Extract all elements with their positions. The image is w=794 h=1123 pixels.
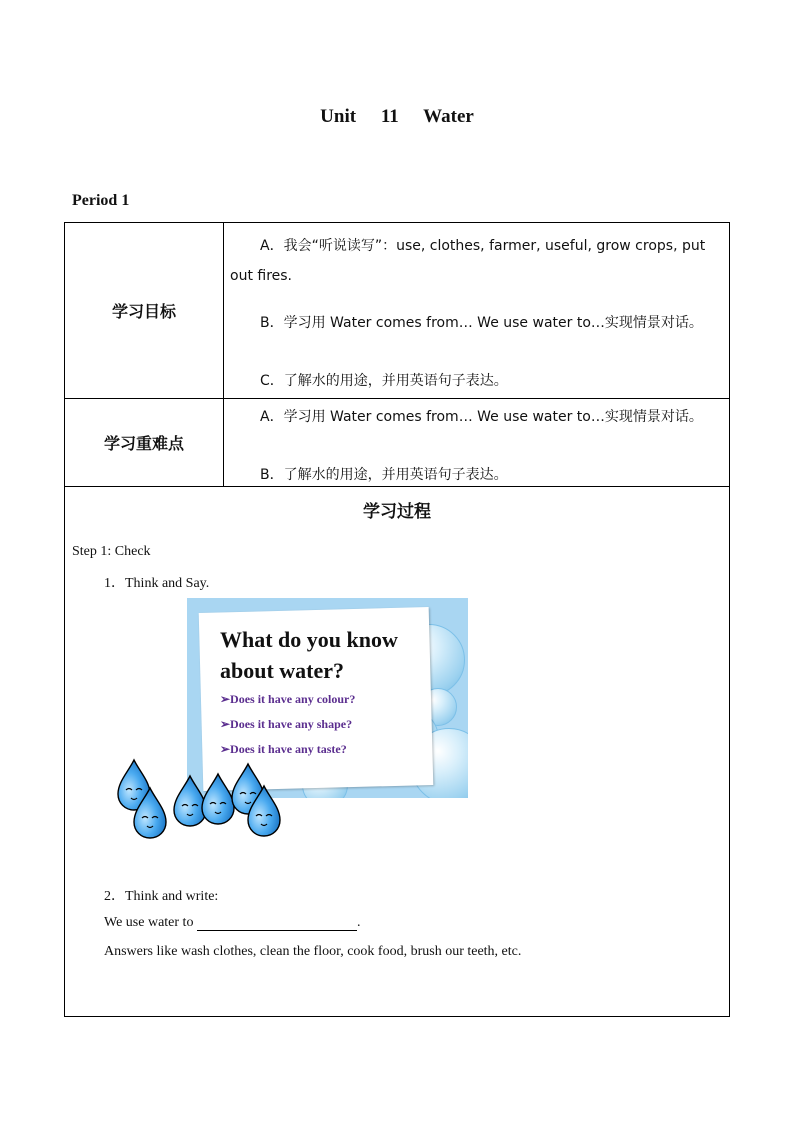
slide-bullet-colour: ➢Does it have any colour? [220,692,356,706]
key-points-label: 学习重难点 [65,399,224,487]
answer-blank[interactable] [197,916,357,931]
fill-suffix: . [356,915,361,930]
objective-b: B．学习用 Water comes from… We use water to…实现情景对话。 [260,315,703,331]
key-points-content [224,399,730,487]
key-points-row [65,399,730,487]
objective-c: C．了解水的用途，并用英语句子表达。 [260,373,508,389]
step1-label: Step 1: Check [72,544,151,559]
period-label: Period 1 [72,192,130,209]
objectives-row [65,223,730,399]
think-and-write: 2．Think and write: [104,889,219,904]
objective-a: A．我会“听说读写”：use, clothes, farmer, useful, grow crops, put out fires. [230,238,706,284]
fill-prefix: We use water to [104,915,194,930]
water-drop-4 [202,774,234,824]
slide-question [220,624,398,686]
slide-bullet-shape: ➢Does it have any shape? [220,717,353,731]
fill-in-sentence [104,915,360,931]
document-title: Unit 11 Water [320,106,474,127]
key-point-b: B．了解水的用途，并用英语句子表达。 [260,467,508,483]
water-drop-3 [174,776,206,826]
process-title: 学习过程 [363,502,431,522]
key-point-a: A．学习用 Water comes from… We use water to…实现情景对话。 [260,409,703,425]
slide-bullet-taste: ➢Does it have any taste? [220,742,347,756]
answers-text: Answers like wash clothes, clean the floor, cook food, brush our teeth, etc. [104,944,522,959]
objectives-label: 学习目标 [65,223,224,399]
objectives-content [224,223,730,399]
think-and-say: 1．Think and Say. [104,576,210,591]
water-drops-illustration [110,756,300,842]
slide-question-line1: What do you know [220,627,398,652]
slide-question-line2: about water? [220,658,345,683]
